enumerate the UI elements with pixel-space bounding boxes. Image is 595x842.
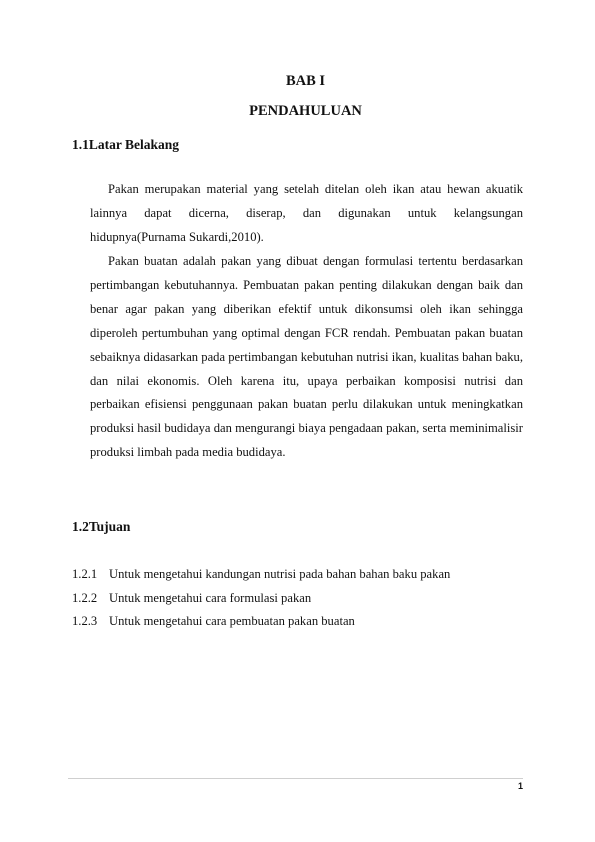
- list-item: [72, 567, 450, 591]
- list-item-text: Untuk mengetahui kandungan nutrisi pada bahan bahan baku pakan: [109, 567, 451, 581]
- chapter-number: BAB I: [285, 73, 326, 89]
- list-item-number: 1.2.1: [72, 567, 98, 581]
- list-item: [72, 591, 450, 615]
- list-item-text: Untuk mengetahui cara formulasi pakan: [109, 590, 312, 605]
- section-heading-tujuan: 1.2Tujuan: [72, 519, 131, 534]
- section-heading-latar-belakang: 1.1Latar Belakang: [72, 137, 180, 152]
- list-item-number: 1.2.3: [72, 614, 98, 628]
- objectives-list: [72, 567, 450, 638]
- page-number: 1: [517, 781, 523, 791]
- list-item-number: 1.2.2: [72, 590, 98, 605]
- paragraph-2: [90, 250, 523, 465]
- list-item: [72, 614, 450, 638]
- footer-divider: [68, 778, 523, 779]
- paragraph-1-text: Pakan merupakan material yang setelah ditelan oleh ikan atau hewan akuatik lainnya dapat dicerna, diserap, dan digunakan untuk kelangsungan hidupnya(Purnama Sukardi,2010).: [90, 182, 523, 244]
- paragraph-2-text: Pakan buatan adalah pakan yang dibuat dengan formulasi tertentu berdasarkan pertimbangan kebutuhannya. Pembuatan pakan penting dilakukan dengan baik dan benar agar pakan yang diberikan efektif untuk dikonsumsi oleh ikan sehingga diperoleh pertumbuhan yang optimal dengan FCR rendah. Pembuatan pakan buatan sebaiknya didasarkan pada pertimbangan kebutuhan nutrisi ikan, kualitas bahan baku, dan nilai ekonomis. Oleh karena itu, upaya perbaikan komposisi nutrisi dan perbaikan efisiensi penggunaan pakan buatan perlu dilakukan untuk meningkatkan produksi hasil budidaya dan mengurangi biaya pengadaan pakan, serta meminimalisir produksi limbah pada media budidaya.: [90, 254, 523, 460]
- list-item-text: Untuk mengetahui cara pembuatan pakan buatan: [109, 614, 355, 628]
- chapter-title: PENDAHULUAN: [249, 103, 362, 119]
- paragraph-1: [90, 178, 523, 250]
